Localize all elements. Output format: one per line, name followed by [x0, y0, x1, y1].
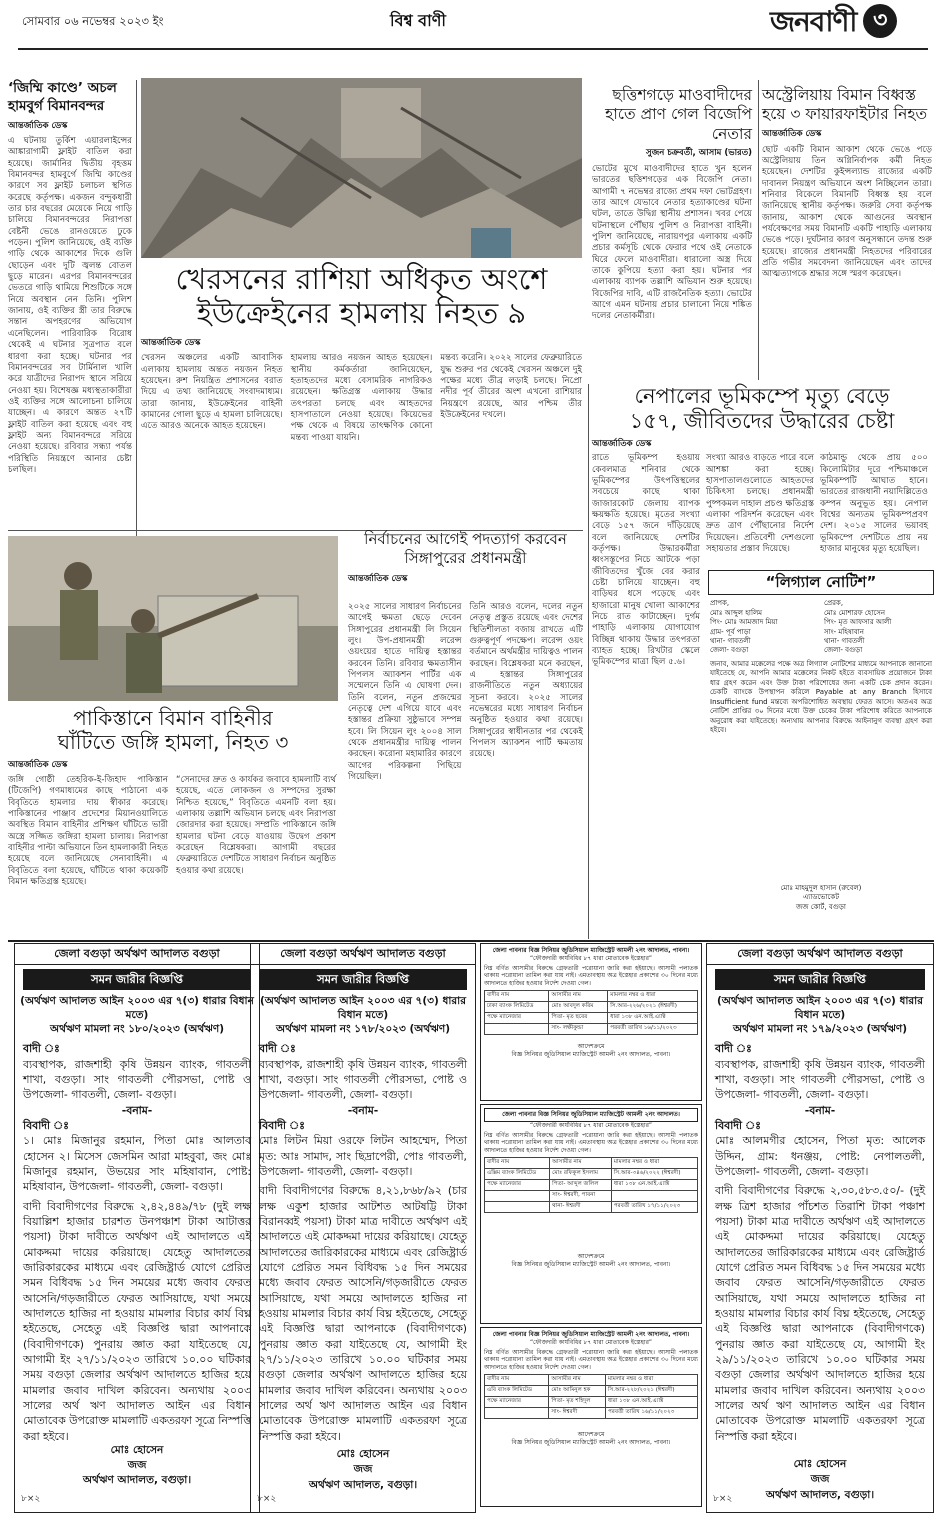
issue-date: সোমবার ০৬ নভেম্বর ২০২৩ ইং: [22, 14, 164, 28]
signature-block: [251, 1447, 475, 1493]
court-name: জেলা বগুড়া অর্থঋণ আদালত বগুড়া: [251, 944, 475, 965]
court-notice-1: [14, 943, 260, 1513]
pabna-notice-3: [480, 1327, 702, 1507]
judge-name: মোঃ হোসেন: [110, 1443, 164, 1456]
ad-size-code: ৮×২: [21, 1494, 41, 1505]
recipient-block: [710, 599, 818, 656]
law-reference: (অর্থঋণ আদালত আইন ২০০৩ এর ৭(৩) ধারার বিধান মতে): [20, 994, 254, 1021]
plaintiff-label: বাদী ঃ: [259, 1042, 296, 1056]
law-reference: (অর্থঋণ আদালত আইন ২০০৩ এর ৭(৩) ধারার বিধান মতে): [260, 994, 466, 1021]
table-cell: পিতা- আব্দুল জলিল: [550, 1179, 612, 1190]
pabna-intro: নিম্ন বর্ণিত আসামীর বিরুদ্ধে গ্রেফতারী পরোয়ানা জারি করা হইয়াছে। আসামী পলাতক থাকায় পরোয়ানা তামিল করা যায় নাই। এমতাবস্থায় অত্র ইস্তেহার প্রকাশের ৩০ দিনের মধ্যে আদালতে হাজির হওয়ার নির্দেশ দেওয়া গেল।: [484, 1348, 698, 1372]
headline: নির্বাচনের আগেই পদত্যাগ করবেন সিঙ্গাপুরের প্রধানমন্ত্রী: [364, 530, 567, 567]
court-signature: অর্থঋণ আদালত, বগুড়া।: [765, 1488, 875, 1501]
table-cell: [485, 1407, 549, 1418]
pabna-sign: আদেশক্রমে: [577, 1252, 605, 1260]
table-cell: সি.আর-২২৮/২০২১ (ঈশ্বরদী): [605, 1385, 697, 1396]
table-cell: [485, 1023, 549, 1034]
table-cell: এবি ব্যাংক লিমিটেড: [485, 1385, 549, 1396]
photo-destroyed-building: [141, 78, 582, 258]
judge-title: জজ: [353, 1463, 373, 1476]
story-australia: [762, 86, 932, 386]
pabna-table: [484, 990, 698, 1035]
notice-body: বাদী বিবাদীগণের বিরুদ্ধে ৪,২১,৮৬৮/৯২ (চার লক্ষ একুশ হাজার আটশত আটষট্টি টাকা বিরানব্বই পয়সা) টাকা মাত্র দাবীতে অর্থঋণ এই আদালতে এই মোকদ্দমা দায়ের করিয়াছে। যেহেতু আদালতের জারিকারকের মাধ্যমে এবং রেজিষ্ট্রার্ড যোগে প্রেরিত সমন বিধিবদ্ধ ১৫ দিন সময়ের মধ্যে জবাব ফেরত আসেনি/গড়জারীতে ফেরত আসিয়াছে, যথা সময়ে আদালতে হাজির না হওয়ায় মামলার বিচার কার্য বিঘ্ন হইতেছে, সেহেতু এই বিজ্ঞপ্তি দ্বারা আপনাকে (বিবাদীগণকে) পুনরায় জ্ঞাত করা যাইতেছে যে, আগামী ইং ২৭/১১/২০২৩ তারিখে ১০.০০ ঘটিকার সময় বগুড়া জেলার অর্থঋণ আদালতে হাজির হয়ে মামলার জবাব দাখিল করিবেন। অন্যথায় ২০০৩ সালের অর্থ ঋণ আদালত আইন এর বিধান মোতাবেক উপরোক্ত মামলাটি একতরফা সূত্রে নিস্পত্তি করা হইবে।: [259, 1184, 467, 1443]
byline: আন্তর্জাতিক ডেস্ক: [8, 760, 68, 770]
headline-line-1: নেপালের ভূমিকম্পে মৃত্যু বেড়ে: [634, 384, 890, 408]
article-body: ভোটের মুখে মাওবাদীদের হাতে খুন হলেন ভারতের ছত্তিশগড়ের এক বিজেপি নেতা। আগামী ৭ নভেম্বর রাজ্যে প্রথম দফা ভোটগ্রহণ। তার আগে যেভাবে নেতার হত্যাকাণ্ডের ঘটনা ঘটল, তাতে উদ্বিগ্ন স্থানীয় প্রশাসন। খবর পেয়ে ঘটনাস্থলে পৌঁছায় পুলিশ ও নিরাপত্তা বাহিনী। পুলিশ জানিয়েছে, নারায়ণপুর এলাকায় একটি প্রচার কর্মসূচি থেকে ফেরার পথে ওই নেতাকে ঘিরে ফেলে মাওবাদীরা। ধারালো অস্ত্র দিয়ে তাকে কুপিয়ে হত্যা করা হয়। ঘটনার পর এলাকায় ব্যাপক তল্লাশি অভিযান শুরু হয়েছে। বিজেপির দাবি, এটি রাজনৈতিক হত্যা। ভোটের আগে এমন ঘটনায় প্রচার চালানো নিয়ে শঙ্কিত দলের নেতাকর্মীরা।: [592, 164, 752, 322]
masthead: [0, 0, 945, 74]
sender-block: [824, 599, 932, 656]
court-name: জেলা বগুড়া অর্থঋণ আদালত বগুড়া: [707, 944, 933, 965]
signature-block: [707, 1457, 933, 1503]
table-cell: ধারা ১৩৮ এন.আই.এ্যাক্ট: [608, 1012, 698, 1023]
article-col-2: তিনি আরও বলেন, দলের নতুন নেতৃত্ব প্রস্তুত রয়েছে এবং দেশের স্থিতিশীলতা বজায় রাখতে এটি গুরুত্বপূর্ণ পদক্ষেপ। লরেন্স ওয়ং বর্তমানে অর্থমন্ত্রীর দায়িত্বও পালন করছেন। বিশ্লেষকরা মনে করছেন, এ হস্তান্তর সিঙ্গাপুরের রাজনীতিতে নতুন অধ্যায়ের সূচনা করবে। ২০২৫ সালের নভেম্বরের মধ্যে সাধারণ নির্বাচন অনুষ্ঠিত হওয়ার কথা রয়েছে। সিঙ্গাপুরের স্বাধীনতার পর থেকেই পিপলস অ্যাকশন পার্টি ক্ষমতায় রয়েছে।: [469, 602, 583, 760]
plaintiff: ব্যবস্থাপক, রাজশাহী কৃষি উন্নয়ন ব্যাংক, গাবতলী শাখা, বগুড়া। সাং গাবতলী পৌরসভা, পোষ্ট ও উপজেলা- গাবতলী, জেলা- বগুড়া।: [23, 1057, 251, 1102]
versus: -বনাম-: [121, 1103, 153, 1117]
table-cell: বাদীর নাম: [485, 1374, 549, 1385]
byline: আন্তর্জাতিক ডেস্ক: [8, 121, 68, 132]
pabna-foot: বিজ্ঞ সিনিয়র জুডিসিয়াল ম্যাজিস্ট্রেট আমলী ২নং আদালত, পাবনা।: [511, 1438, 671, 1446]
judge-title: জজ: [127, 1458, 147, 1471]
table-cell: থানা- ঈশ্বরদী: [550, 1201, 612, 1212]
ad-size-code: ৮×২: [257, 1494, 277, 1505]
pabna-intro: নিম্ন বর্ণিত আসামীর বিরুদ্ধে গ্রেফতারী পরোয়ানা জারি করা হইয়াছে। আসামী পলাতক থাকায় পরোয়ানা তামিল করা যায় নাই। এমতাবস্থায় অত্র ইস্তেহার প্রকাশের ৩০ দিনের মধ্যে আদালতে হাজির হওয়ার নির্দেশ দেওয়া গেল।: [484, 1131, 698, 1155]
legal-notice-body: জনাব, আমার মক্কেলের পক্ষে অত্র লিগ্যাল নোটিশের মাধ্যমে আপনাকে জানানো যাইতেছে যে, আপনি আমার মক্কেলের নিকট হইতে ব্যবসায়িক প্রয়োজনে টাকা ধার গ্রহণ করেন এবং উক্ত টাকা পরিশোধের জন্য একটি চেক প্রদান করেন। চেকটি ব্যাংকে উপস্থাপন করিলে Payable at any Branch হিসাবে Insufficient fund মন্তব্যে অপরিশোধিত অবস্থায় ফেরত আসে। অতএব অত্র নোটিশ প্রাপ্তির ৩০ দিনের মধ্যে উক্ত চেকের টাকা পরিশোধ করিতে আপনাকে অনুরোধ করা যাইতেছে। অন্যথায় আপনার বিরুদ্ধে আইনানুগ ব্যবস্থা গ্রহণ করা হইবে।: [710, 659, 932, 735]
headline-line-1: পাকিস্তানে বিমান বাহিনীর: [73, 706, 273, 730]
notice-body: বাদী বিবাদীগণের বিরুদ্ধে ২,৪২,৪৪৯/৭৮ (দুই লক্ষ বিয়াল্লিশ হাজার চারশত উনপঞ্চাশ টাকা আটাত্তর পয়সা) টাকা দাবীতে অর্থঋণ এই আদালতে এই মোকদ্দমা দায়ের করিয়াছে। যেহেতু আদালতের জারিকারকের মাধ্যমে এবং রেজিষ্ট্রার্ড যোগে প্রেরিত সমন বিধিবদ্ধ ১৫ দিন সময়ের মধ্যে জবাব ফেরত আসেনি/গড়জারীতে ফেরত আসিয়াছে, যথা সময়ে আদালতে হাজির না হওয়ায় মামলার বিচার কার্য বিঘ্ন হইতেছে, সেহেতু এই বিজ্ঞপ্তি দ্বারা আপনাকে (বিবাদীগণকে) পুনরায় জ্ঞাত করা যাইতেছে যে, আগামী ইং ২৭/১১/২০২৩ তারিখে ১০.০০ ঘটিকার সময় বগুড়া জেলার অর্থঋণ আদালতে হাজির হয়ে মামলার জবাব দাখিল করিবেন। অন্যথায় ২০০৩ সালের অর্থ ঋণ আদালত আইন এর বিধান মোতাবেক উপরোক্ত মামলাটি একতরফা সূত্রে নিস্পত্তি করা হইবে।: [23, 1199, 251, 1443]
column-rule: [758, 80, 759, 380]
table-cell: মোঃ রফিকুল ইসলাম: [550, 1168, 612, 1179]
notice-title: সমন জারীর বিজ্ঞপ্তি: [259, 969, 467, 990]
byline: আন্তর্জাতিক ডেস্ক: [348, 573, 408, 584]
section-title: বিশ্ব বাণী: [390, 11, 446, 30]
headline-line-2: ১৫৭, জীবিতদের উদ্ধারের চেষ্টা: [629, 409, 895, 434]
table-cell: পরবর্তী তারিখ ১৬/১১/২০২৩: [605, 1407, 697, 1418]
ads-top-rule: [8, 940, 934, 942]
table-cell: মামলার নম্বর ও ধারা: [608, 990, 698, 1001]
defendant-label: বিবাদী ঃ: [259, 1118, 305, 1132]
byline: আন্তর্জাতিক ডেস্ক: [762, 128, 822, 139]
sender-line: মোঃ মোশারফ হোসেন: [824, 608, 885, 617]
pabna-notice-1: [480, 943, 702, 1101]
table-cell: [485, 1201, 550, 1212]
court-signature: অর্থঋণ আদালত, বগুড়া।: [308, 1478, 418, 1491]
byline: আন্তর্জাতিক ডেস্ক: [141, 338, 201, 349]
table-cell: পরবর্তী তারিখ ১৬/১১/২০২৩: [608, 1023, 698, 1034]
pabna-sub: “ফৌজদারী কার্যবিধির ৮৭ ধারা মোতাবেক ইস্তেহার”: [529, 1121, 653, 1129]
pabna-court-head: জেলা পাবনার বিজ্ঞ সিনিয়র জুডিসিয়াল ম্যাজিস্ট্রেট আমলী ২নং আদালত, পাবনা।: [492, 947, 690, 954]
table-cell: পিতা- মৃত শহিদুল: [549, 1396, 606, 1407]
headline: অস্ট্রেলিয়ায় বিমান বিধ্বস্ত হয়ে ৩ ফায়ারফাইটার নিহত: [762, 86, 928, 124]
masthead-logo: [770, 4, 930, 48]
header-rule: [18, 48, 928, 50]
article-col-2: হামলায় আরও নয়জন আহত হয়েছেন। স্থানীয় কর্মকর্তারা জানিয়েছেন, হতাহতদের মধ্যে বেসামরিক নাগরিকও রয়েছেন। ক্ষতিগ্রস্ত এলাকায় উদ্ধার তৎপরতা চলছে এবং আহতদের হাসপাতালে নেওয়া হয়েছে। কিয়েভের পক্ষ থেকে এ বিষয়ে তাৎক্ষণিক কোনো মন্তব্য পাওয়া যায়নি।: [290, 353, 433, 443]
headline-line-2: ঘাঁটিতে জঙ্গি হামলা, নিহত ৩: [57, 730, 289, 754]
table-cell: বাদীর নাম: [485, 1157, 550, 1168]
article-col-1: খেরসন অঞ্চলের একটি আবাসিক এলাকায় হামলায় অন্তত নয়জন নিহত হয়েছেন। রুশ নিয়ন্ত্রিত প্রশাসনের বরাত দিয়ে এ তথ্য জানিয়েছে সংবাদমাধ্যম। তারা জানায়, ইউক্রেইনের বাহিনী কামানের গোলা ছুড়ে এ হামলা চালিয়েছে। এতে আরও অনেকে আহত হয়েছেন।: [141, 353, 283, 432]
case-number: অর্থঋণ মামলা নং ১৭৮/২০২৩ (অর্থঋণ): [275, 1023, 451, 1036]
singapore-body: [348, 602, 583, 937]
judge-title: জজ: [810, 1473, 830, 1486]
signature-line: এ্যাডভোকেট: [802, 893, 840, 902]
article-col-3: কাঠমান্ডু থেকে প্রায় ৫০০ কিলোমিটার দূরে পশ্চিমাঞ্চলে ভূমিকম্পটি আঘাত হানে। ভারতের রাজধানী নয়াদিল্লিতেও কম্পন অনুভূত হয়। নেপাল বিশ্বের অন্যতম ভূমিকম্পপ্রবণ দেশ। ২০১৫ সালের ভয়াবহ ভূমিকম্পে দেশটিতে প্রায় নয় হাজার মানুষের মৃত্যু হয়েছিল।: [820, 453, 928, 554]
table-cell: সাং- ঈশ্বরদী, পাবনা: [550, 1190, 612, 1201]
pabna-sign: আদেশক্রমে: [577, 1042, 605, 1050]
pabna-notice-2: [480, 1104, 702, 1324]
table-cell: সাং- লক্ষীকুন্ডা: [549, 1023, 608, 1034]
court-notice-3: [706, 943, 934, 1513]
defendant-label: বিবাদী ঃ: [715, 1118, 761, 1132]
plaintiff: ব্যবস্থাপক, রাজশাহী কৃষি উন্নয়ন ব্যাংক, গাবতলী শাখা, বগুড়া। সাং গাবতলী পৌরসভা, পোষ্ট ও উপজেলা- গাবতলী, জেলা- বগুড়া।: [715, 1057, 925, 1102]
article-col-2: “সেনাদের দ্রুত ও কার্যকর জবাবে হামলাটি ব্যর্থ হয়েছে, এতে লোকজন ও সম্পদের সুরক্ষা নিশ্চিত হয়েছে,” বিবৃতিতে এমনটি বলা হয়। এলাকায় তল্লাশি অভিযান চলছে এবং নিরাপত্তা জোরদার করা হয়েছে। সম্প্রতি পাকিস্তানে জঙ্গি হামলার ঘটনা বেড়ে যাওয়ায় উদ্বেগ প্রকাশ করেছেন বিশ্লেষকরা। আগামী বছরের ফেব্রুয়ারিতে দেশটিতে সাধারণ নির্বাচন অনুষ্ঠিত হওয়ার কথা রয়েছে।: [176, 774, 336, 876]
pabna-table: [484, 1374, 698, 1419]
signature-line: জজ কোর্ট, বগুড়া: [796, 902, 846, 911]
pabna-sub: “ফৌজদারী কার্যবিধির ৮৭ ধারা মোতাবেক ইস্তেহার”: [529, 1338, 653, 1346]
article-col-3: মন্তব্য করেনি। ২০২২ সালের ফেব্রুয়ারিতে যুদ্ধ শুরুর পর থেকেই খেরসন অঞ্চলে দুই পক্ষের মধ্যে তীব্র লড়াই চলছে। নিপ্রো নদীর পূর্ব তীরের অংশ এখনো রাশিয়ার নিয়ন্ত্রণে রয়েছে, আর পশ্চিম তীর ইউক্রেইনের দখলে।: [440, 353, 583, 421]
defendant: মোঃ লিটন মিয়া ওরফে লিটন আহম্মেদ, পিতা মৃত: আঃ সামাদ, সাং ছিদ্রাপেরী, পোঃ গাবতলী, উপজেলা- গাবতলী, জেলা- বগুড়া।: [259, 1134, 467, 1178]
case-number: অর্থঋণ মামলা নং ১৮০/২০২৩ (অর্থঋণ): [49, 1023, 225, 1036]
column-rule: [588, 384, 589, 939]
table-cell: [611, 1190, 697, 1201]
court-notice-2: [250, 943, 476, 1513]
sender-line: সাং- মহিষাবান: [824, 627, 864, 636]
table-cell: পক্ষে ম্যানেজার: [485, 1396, 549, 1407]
versus: -বনাম-: [804, 1103, 836, 1117]
defendant: ১। মোঃ মিজানুর রহমান, পিতা মোঃ আলতাব হোসেন ২। মিসেস জেসমিন আরা মাহবুবা, জং মোঃ মিজানুর রহমান, উভয়ের সাং মহিষাবান, পোষ্ট: মহিষাবান, উপজেলা- গাবতলী, জেলা- বগুড়া।: [23, 1134, 251, 1194]
table-cell: [485, 1190, 550, 1201]
table-cell: মামলার নম্বর ও ধারা: [605, 1374, 697, 1385]
table-cell: মোঃ আবদুল করিম: [549, 1001, 608, 1012]
recipient-line: জেলা- বগুড়া: [710, 646, 749, 655]
table-cell: পক্ষে ম্যানেজার: [485, 1179, 550, 1190]
recipient-line: থানা- গাবতলী: [710, 636, 751, 645]
pabna-table: [484, 1157, 698, 1213]
page-number-badge: [863, 4, 897, 38]
table-cell: পরবর্তী তারিখ ১৭/১১/২০২৩: [611, 1201, 697, 1212]
byline: সুজন চক্রবর্তী, আসাম (ভারত): [646, 148, 752, 159]
column-rule: [136, 80, 137, 540]
plaintiff: ব্যবস্থাপক, রাজশাহী কৃষি উন্নয়ন ব্যাংক, গাবতলী শাখা, বগুড়া। সাং গাবতলী পৌরসভা, পোষ্ট ও উপজেলা- গাবতলী, জেলা- বগুড়া।: [259, 1057, 467, 1102]
court-signature: অর্থঋণ আদালত, বগুড়া।: [82, 1474, 192, 1487]
rubble-illustration: [141, 78, 582, 258]
ad-size-code: ৮×২: [713, 1494, 733, 1505]
headline: ছত্তিশগড়ে মাওবাদীদের হাতে প্রাণ গেল বিজেপি নেতার: [605, 86, 752, 143]
legal-notice-title: “লিগ্যাল নোটিশ”: [708, 570, 934, 595]
defendant: মোঃ আলমগীর হোসেন, পিতা মৃত: আলেক উদ্দিন, গ্রাম: ধনঞ্জয়, পোষ্ট: নেপালতলী, উপজেলা- গাবতলী, জেলা- বগুড়া।: [715, 1134, 925, 1178]
article-col-1: রাতে ভূমিকম্প হওয়ায় কেবলমাত্র শনিবার থেকে ভূমিকম্পের উৎপত্তিস্থলের সবচেয়ে কাছে থাকা জাজারকোট জেলায় ব্যাপক ক্ষয়ক্ষতি হয়েছে। মৃতের সংখ্যা বেড়ে ১৫৭ জনে দাঁড়িয়েছে বলে জানিয়েছে দেশটির কর্তৃপক্ষ। উদ্ধারকর্মীরা ধ্বংসস্তূপের নিচে আটকে পড়া জীবিতদের খুঁজে বের করার চেষ্টা চালিয়ে যাচ্ছেন। বহু বাড়িঘর ধসে পড়েছে এবং হাজারো মানুষ খোলা আকাশের নিচে রাত কাটাচ্ছেন। দুর্গম পাহাড়ি এলাকায় যোগাযোগ বিচ্ছিন্ন থাকায় উদ্ধার তৎপরতা ব্যাহত হচ্ছে। রিখটার স্কেলে ভূমিকম্পের মাত্রা ছিল ৫.৬।: [592, 453, 700, 668]
signature-block: [15, 1443, 259, 1489]
notice-body: বাদী বিবাদীগণের বিরুদ্ধে ২,৩০,৫৮৩.৫০/- (দুই লক্ষ ত্রিশ হাজার পাঁচশত তিরাশি টাকা পঞ্চাশ পয়সা) টাকা মাত্র দাবীতে অর্থঋণ এই আদালতে এই মোকদ্দমা দায়ের করিয়াছে। যেহেতু আদালতের জারিকারকের মাধ্যমে এবং রেজিষ্ট্রার্ড যোগে প্রেরিত সমন বিধিবদ্ধ ১৫ দিন সময়ের মধ্যে জবাব ফেরত আসেনি/গড়জারীতে ফেরত আসিয়াছে, যথা সময়ে আদালতে হাজির না হওয়ায় মামলার বিচার কার্য বিঘ্ন হইতেছে, সেহেতু এই বিজ্ঞপ্তি দ্বারা আপনাকে (বিবাদীগণকে) পুনরায় জ্ঞাত করা যাইতেছে যে, আগামী ইং ২৯/১১/২০২৩ তারিখে ১০.০০ ঘটিকার সময় বগুড়া জেলার অর্থঋণ আদালতে হাজির হয়ে মামলার জবাব দাখিল করিবেন। অন্যথায় ২০০৩ সালের অর্থ ঋণ আদালত আইন এর বিধান মোতাবেক উপরোক্ত মামলাটি একতরফা সূত্রে নিস্পত্তি করা হইবে।: [715, 1184, 925, 1443]
story-chhattisgarh: [592, 86, 752, 386]
judge-name: মোঃ হোসেন: [336, 1448, 390, 1461]
recipient-line: গ্রাম- পূর্ব পাড়া: [710, 627, 751, 636]
table-cell: ঢাকা ব্যাংক লিমিটেড: [485, 1001, 549, 1012]
article-col-1: ২০২৫ সালের সাধারণ নির্বাচনের আগেই ক্ষমতা ছেড়ে দেবেন সিঙ্গাপুরের প্রধানমন্ত্রী লি সিয়েন লুং। উপ-প্রধানমন্ত্রী লরেন্স ওয়ংয়ের হাতে দায়িত্ব হস্তান্তর করবেন তিনি। রবিবার ক্ষমতাসীন পিপলস অ্যাকশন পার্টির এক সম্মেলনে তিনি এ ঘোষণা দেন। তিনি বলেন, নতুন প্রজন্মের নেতৃত্বে দেশ এগিয়ে যাবে এবং হস্তান্তর প্রক্রিয়া সুষ্ঠুভাবে সম্পন্ন হবে। লি সিয়েন লুং ২০০৪ সাল থেকে প্রধানমন্ত্রীর দায়িত্ব পালন করছেন। করোনা মহামারির কারণে আগের পরিকল্পনা পিছিয়ে গিয়েছিল।: [348, 602, 462, 783]
soldier-illustration: [8, 536, 338, 701]
plaintiff-label: বাদী ঃ: [715, 1042, 752, 1056]
table-cell: সি.আর-২২৬/২০২১ (ঈশ্বরদী): [608, 1001, 698, 1012]
table-cell: পক্ষে ম্যানেজার: [485, 1012, 549, 1023]
law-reference: (অর্থঋণ আদালত আইন ২০০৩ এর ৭(৩) ধারার বিধান মতে): [717, 994, 923, 1021]
signature-line: মোঃ মাহমুদুল হাসান (রুবেল): [780, 883, 862, 892]
sender-line: থানা- গাবতলী: [824, 636, 865, 645]
notice-title: সমন জারীর বিজ্ঞপ্তি: [715, 969, 925, 990]
logo-text: জনবাণী: [770, 5, 857, 38]
recipient-line: পিং- মোঃ আমজাদ মিয়া: [710, 618, 778, 627]
article-body: ছোট একটি বিমান আকাশ থেকে ভেঙে পড়ে অস্ট্রেলিয়ায় তিন অগ্নিনির্বাপক কর্মী নিহত হয়েছেন। দেশটির কুইন্সল্যান্ড রাজ্যের একটি দাবানল নিয়ন্ত্রণ অভিযানে অংশ নিচ্ছিলেন তারা। শনিবার বিকেলে বিমানটি বিধ্বস্ত হয় বলে জানিয়েছে স্থানীয় কর্তৃপক্ষ। জরুরি সেবা কর্তৃপক্ষ জানায়, আকাশ থেকে আগুনের অবস্থান পর্যবেক্ষণের সময় বিমানটি একটি পাহাড়ি এলাকায় ভেঙে পড়ে। দুর্ঘটনার কারণ অনুসন্ধানে তদন্ত শুরু হয়েছে। রাজ্যের প্রধানমন্ত্রী নিহতদের পরিবারের প্রতি গভীর সমবেদনা জানিয়েছেন এবং তাদের আত্মত্যাগকে শ্রদ্ধার সঙ্গে স্মরণ করেছেন।: [762, 144, 932, 280]
table-cell: সি.আর-৩৪৬/২০২২ (ঈশ্বরদী): [611, 1168, 697, 1179]
story-pakistan: [8, 706, 338, 938]
table-cell: সাং- ঈশ্বরদী: [549, 1407, 606, 1418]
table-cell: মামলার নম্বর ও ধারা: [611, 1157, 697, 1168]
article-body: এ ঘটনায় তুর্কিশ এয়ারলাইন্সের আঙ্কারাগামী ফ্লাইট বাতিল করা হয়েছে। জার্মানির দ্বিতীয় বৃহত্তম বিমানবন্দর হামবুর্গে জিম্মি কাণ্ডের কারণে সব ফ্লাইট চলাচল স্থগিত করেছে কর্তৃপক্ষ। একজন বন্দুকধারী তার চার বছরের মেয়েকে নিয়ে গাড়ি চালিয়ে বিমানবন্দরের নিরাপত্তা বেষ্টনী ভেঙে রানওয়েতে ঢুকে পড়েন। পুলিশ জানিয়েছে, ওই ব্যক্তি গাড়ি থেকে আকাশের দিকে গুলি ছোড়েন এবং দুটি জ্বলন্ত বোতল ছুড়ে মারেন। এরপর বিমানবন্দরের ভেতরে গাড়ি থামিয়ে শিশুটিকে সঙ্গে নিয়ে অবস্থান নেন তিনি। পুলিশ জানায়, ওই ব্যক্তির স্ত্রী তার বিরুদ্ধে সন্তান অপহরণের অভিযোগ এনেছিলেন। পারিবারিক বিরোধ থেকেই এ ঘটনার সূত্রপাত বলে ধারণা করা হচ্ছে। ঘটনার পর বিমানবন্দরের সব টার্মিনাল খালি করে যাত্রীদের নিরাপদ স্থানে সরিয়ে নেওয়া হয়। বিশেষজ্ঞ মধ্যস্থতাকারীরা ওই ব্যক্তির সঙ্গে আলোচনা চালিয়ে যাচ্ছেন। এ কারণে অন্তত ২৭টি ফ্লাইট বাতিল করা হয়েছে এবং বহু ফ্লাইট অন্য বিমানবন্দরে সরিয়ে নেওয়া হয়েছে। রবিবার সন্ধ্যা পর্যন্ত পরিস্থিতি নিয়ন্ত্রণে আনার চেষ্টা চলছিল।: [8, 135, 132, 475]
pabna-court-head: জেলা পাবনার বিজ্ঞ সিনিয়র জুডিসিয়াল ম্যাজিস্ট্রেট আমলী ২নং আদালত।: [484, 1108, 698, 1122]
table-cell: ধারা ১৩৮ এন.আই.এ্যাক্ট: [605, 1396, 697, 1407]
versus: -বনাম-: [347, 1103, 379, 1117]
sender-line: পিং- মৃত আফসার আলী: [824, 618, 892, 627]
pabna-intro: নিম্ন বর্ণিত আসামীর বিরুদ্ধে গ্রেফতারী পরোয়ানা জারি করা হইয়াছে। আসামী পলাতক থাকায় পরোয়ানা তামিল করা যায় নাই। এমতাবস্থায় অত্র ইস্তেহার প্রকাশের ৩০ দিনের মধ্যে আদালতে হাজির হওয়ার নির্দেশ দেওয়া গেল।: [484, 964, 698, 988]
plaintiff-label: বাদী ঃ: [23, 1042, 60, 1056]
judge-name: মোঃ হোসেন: [793, 1458, 847, 1471]
legal-notice: [708, 570, 934, 938]
pabna-foot: বিজ্ঞ সিনিয়র জুডিসিয়াল ম্যাজিস্ট্রেট আমলী ২নং আদালত, পাবনা।: [511, 1050, 671, 1058]
headline-line-2: ইউক্রেইনের হামলায় নিহত ৯: [196, 296, 527, 331]
article-col-1: জঙ্গি গোষ্ঠী তেহরিক-ই-জিহাদ পাকিস্তান (টিজেপি) গণমাধ্যমের কাছে পাঠানো এক বিবৃতিতে হামলার দায় স্বীকার করেছে। পাকিস্তানের পাঞ্জাব প্রদেশের মিয়ানওয়ালিতে অবস্থিত বিমান বাহিনীর প্রশিক্ষণ ঘাঁটিতে ভারী অস্ত্রে সজ্জিত জঙ্গিরা হামলা চালায়। নিরাপত্তা বাহিনীর পাল্টা অভিযানে তিন হামলাকারী নিহত হয়েছে বলে জানিয়েছে সেনাবাহিনী। এ বিবৃতিতে বলা হয়েছে, ঘাঁটিতে থাকা কয়েকটি বিমান ক্ষতিগ্রস্ত হয়েছে।: [8, 774, 168, 887]
story-kherson: [141, 262, 582, 472]
table-cell: বাদীর নাম: [485, 990, 549, 1001]
article-col-2: সংখ্যা আরও বাড়তে পারে বলে আশঙ্কা করা হচ্ছে। হাসপাতালগুলোতে আহতদের চিকিৎসা চলছে। প্রধানমন্ত্রী পুষ্পকমল দাহাল প্রচণ্ড ক্ষতিগ্রস্ত এলাকা পরিদর্শন করেছেন এবং দ্রুত ত্রাণ পৌঁছানোর নির্দেশ দিয়েছেন। প্রতিবেশী দেশগুলো সহায়তার প্রস্তাব দিয়েছে।: [706, 453, 814, 554]
pabna-foot: বিজ্ঞ সিনিয়র জুডিসিয়াল ম্যাজিস্ট্রেট আমলী ২নং আদালত, পাবনা।: [511, 1260, 671, 1268]
table-cell: আসামীর নাম: [549, 1374, 606, 1385]
headline-line-1: খেরসনের রাশিয়া অধিকৃত অংশে: [175, 262, 548, 296]
table-cell: মোঃ আমিনুল হক: [549, 1385, 606, 1396]
court-name: জেলা বগুড়া অর্থঋণ আদালত বগুড়া: [15, 944, 259, 965]
case-number: অর্থঋণ মামলা নং ১৭৯/২০২৩ (অর্থঋণ): [732, 1023, 908, 1036]
pabna-notices-column: [480, 943, 702, 1513]
table-cell: আসামীর নাম: [550, 1157, 612, 1168]
sender-label: প্রেরক,: [824, 599, 844, 608]
table-cell: ধারা ১৩৮ এন.আই.এ্যাক্ট: [611, 1179, 697, 1190]
pabna-sign: আদেশক্রমে: [577, 1430, 605, 1438]
defendant-label: বিবাদী ঃ: [23, 1118, 69, 1132]
headline: ‘জিম্মি কাণ্ডে’ অচল হামবুর্গ বিমানবন্দর: [8, 80, 117, 114]
byline: আন্তর্জাতিক ডেস্ক: [592, 439, 652, 450]
table-cell: আসামীর নাম: [549, 990, 608, 1001]
story-hamburg: [8, 80, 132, 530]
pabna-court-head: জেলা পাবনার বিজ্ঞ সিনিয়র জুডিসিয়াল ম্যাজিস্ট্রেট আমলী ২নং আদালত, পাবনা।: [492, 1331, 690, 1338]
recipient-line: মোঃ আব্দুল হালিম: [710, 608, 763, 617]
photo-soldiers: [8, 536, 338, 701]
sender-line: জেলা- বগুড়া: [824, 646, 863, 655]
table-cell: এক্সিম ব্যাংক লিমিটেড: [485, 1168, 550, 1179]
table-cell: পিতা- মৃত ছবের: [549, 1012, 608, 1023]
recipient-label: প্রাপক,: [710, 599, 730, 608]
notice-title: সমন জারীর বিজ্ঞপ্তি: [23, 969, 251, 990]
page-number: ৩: [873, 8, 888, 33]
pabna-sub: “ফৌজদারী কার্যবিধির ৮৭ ধারা মোতাবেক ইস্তেহার”: [529, 954, 653, 962]
